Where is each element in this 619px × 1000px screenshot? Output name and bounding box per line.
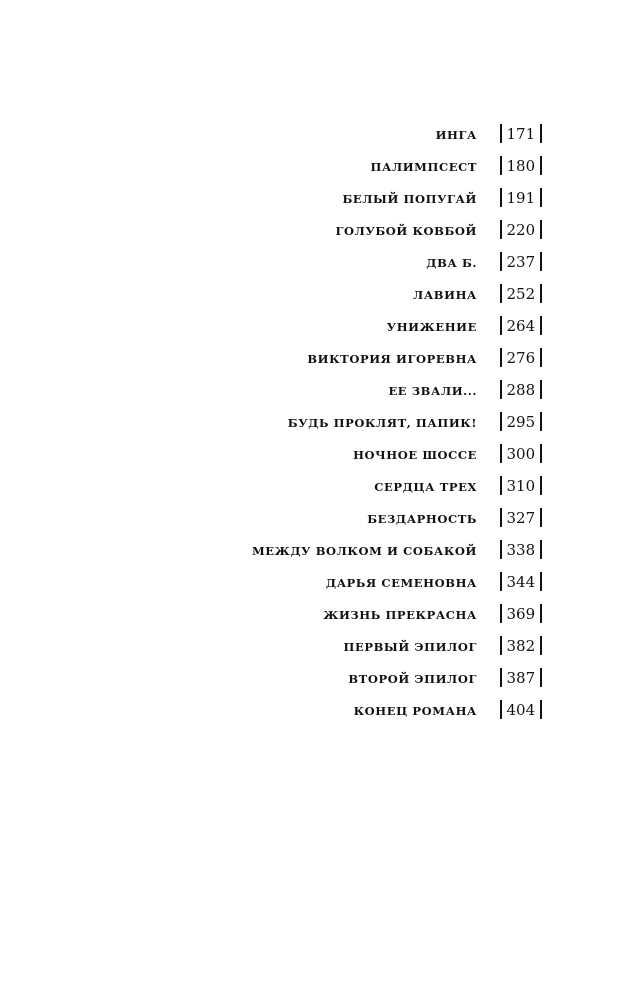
toc-entry-title: ПАЛИМПСЕСТ (370, 160, 477, 174)
toc-entry-konets-romana[interactable] (0, 696, 619, 728)
toc-entry-page (495, 442, 547, 466)
divider-bar (500, 668, 502, 687)
toc-entry-page (495, 154, 547, 178)
page-number: 220 (506, 221, 536, 239)
divider-bar (540, 444, 542, 463)
page-number: 191 (506, 189, 536, 207)
toc-entry-palimpsest[interactable] (0, 152, 619, 184)
toc-entry-dva-b[interactable] (0, 248, 619, 280)
toc-entry-mezhdu-volkom[interactable] (0, 536, 619, 568)
divider-bar (500, 348, 502, 367)
page-number: 404 (506, 701, 536, 719)
divider-bar (500, 124, 502, 143)
toc-entry-page (495, 666, 547, 690)
toc-entry-title: БЕЛЫЙ ПОПУГАЙ (342, 192, 477, 206)
toc-entry-title: НОЧНОЕ ШОССЕ (353, 448, 477, 462)
toc-entry-page (495, 602, 547, 626)
toc-entry-title: ЖИЗНЬ ПРЕКРАСНА (323, 608, 477, 622)
divider-bar (540, 668, 542, 687)
toc-entry-inga[interactable] (0, 120, 619, 152)
divider-bar (540, 604, 542, 623)
page-number: 300 (506, 445, 536, 463)
toc-entry-bezdarnost[interactable] (0, 504, 619, 536)
toc-entry-viktoria-igorevna[interactable] (0, 344, 619, 376)
toc-entry-page (495, 634, 547, 658)
toc-entry-title: ИНГА (435, 128, 477, 142)
toc-entry-page (495, 474, 547, 498)
divider-bar (540, 572, 542, 591)
toc-entry-title: МЕЖДУ ВОЛКОМ И СОБАКОЙ (251, 544, 477, 558)
toc-entry-page (495, 698, 547, 722)
toc-entry-ee-zvali[interactable] (0, 376, 619, 408)
toc-entry-serdtsa-treh[interactable] (0, 472, 619, 504)
toc-entry-page (495, 218, 547, 242)
toc-entry-title: ДАРЬЯ СЕМЕНОВНА (325, 576, 477, 590)
divider-bar (500, 604, 502, 623)
page-number: 171 (506, 125, 536, 143)
divider-bar (540, 316, 542, 335)
divider-bar (540, 252, 542, 271)
toc-entry-title: БУДЬ ПРОКЛЯТ, ПАПИК! (287, 416, 477, 430)
toc-entry-title: УНИЖЕНИЕ (386, 320, 477, 334)
toc-entry-page (495, 410, 547, 434)
toc-entry-title: СЕРДЦА ТРЕХ (374, 480, 477, 494)
toc-entry-vtoroi-epilog[interactable] (0, 664, 619, 696)
page-number: 180 (506, 157, 536, 175)
divider-bar (540, 284, 542, 303)
page-number: 382 (506, 637, 536, 655)
toc-entry-page (495, 378, 547, 402)
divider-bar (500, 316, 502, 335)
toc-entry-darya-semenovna[interactable] (0, 568, 619, 600)
page-number: 252 (506, 285, 536, 303)
toc-entry-title: БЕЗДАРНОСТЬ (367, 512, 477, 526)
page-number: 369 (506, 605, 536, 623)
divider-bar (540, 700, 542, 719)
divider-bar (500, 412, 502, 431)
divider-bar (540, 188, 542, 207)
divider-bar (540, 540, 542, 559)
divider-bar (540, 508, 542, 527)
page-number: 387 (506, 669, 536, 687)
toc-entry-page (495, 314, 547, 338)
toc-entry-title: ДВА Б. (426, 256, 477, 270)
page-number: 288 (506, 381, 536, 399)
toc-entry-page (495, 282, 547, 306)
divider-bar (540, 412, 542, 431)
divider-bar (540, 156, 542, 175)
toc-entry-white-parrot[interactable] (0, 184, 619, 216)
toc-entry-blue-cowboy[interactable] (0, 216, 619, 248)
toc-entry-page (495, 186, 547, 210)
toc-entry-title: КОНЕЦ РОМАНА (353, 704, 477, 718)
toc-entry-page (495, 538, 547, 562)
divider-bar (540, 476, 542, 495)
divider-bar (500, 284, 502, 303)
toc-entry-page (495, 570, 547, 594)
divider-bar (500, 700, 502, 719)
page-number: 295 (506, 413, 536, 431)
divider-bar (500, 540, 502, 559)
page-number: 338 (506, 541, 536, 559)
divider-bar (540, 348, 542, 367)
page-number: 344 (506, 573, 536, 591)
toc-entry-title: ЕЕ ЗВАЛИ... (388, 384, 477, 398)
page-number: 237 (506, 253, 536, 271)
divider-bar (500, 252, 502, 271)
divider-bar (540, 636, 542, 655)
table-of-contents (0, 120, 619, 728)
divider-bar (500, 220, 502, 239)
toc-entry-page (495, 250, 547, 274)
toc-entry-page (495, 346, 547, 370)
toc-entry-lavina[interactable] (0, 280, 619, 312)
divider-bar (500, 444, 502, 463)
toc-entry-title: ПЕРВЫЙ ЭПИЛОГ (343, 640, 477, 654)
page-number: 310 (506, 477, 536, 495)
toc-entry-bud-proklyat-papik[interactable] (0, 408, 619, 440)
toc-entry-unizhenie[interactable] (0, 312, 619, 344)
toc-entry-title: ЛАВИНА (413, 288, 477, 302)
page-number: 264 (506, 317, 536, 335)
toc-entry-zhizn-prekrasna[interactable] (0, 600, 619, 632)
page-number: 276 (506, 349, 536, 367)
toc-entry-nochnoe-shosse[interactable] (0, 440, 619, 472)
divider-bar (540, 220, 542, 239)
divider-bar (500, 508, 502, 527)
page-number: 327 (506, 509, 536, 527)
toc-entry-title: ВИКТОРИЯ ИГОРЕВНА (307, 352, 477, 366)
toc-entry-page (495, 506, 547, 530)
divider-bar (500, 572, 502, 591)
toc-entry-title: ГОЛУБОЙ КОВБОЙ (335, 224, 477, 238)
divider-bar (540, 380, 542, 399)
divider-bar (500, 380, 502, 399)
toc-entry-page (495, 122, 547, 146)
divider-bar (500, 188, 502, 207)
toc-entry-title: ВТОРОЙ ЭПИЛОГ (348, 672, 477, 686)
divider-bar (500, 476, 502, 495)
divider-bar (500, 636, 502, 655)
toc-entry-pervyi-epilog[interactable] (0, 632, 619, 664)
divider-bar (540, 124, 542, 143)
divider-bar (500, 156, 502, 175)
